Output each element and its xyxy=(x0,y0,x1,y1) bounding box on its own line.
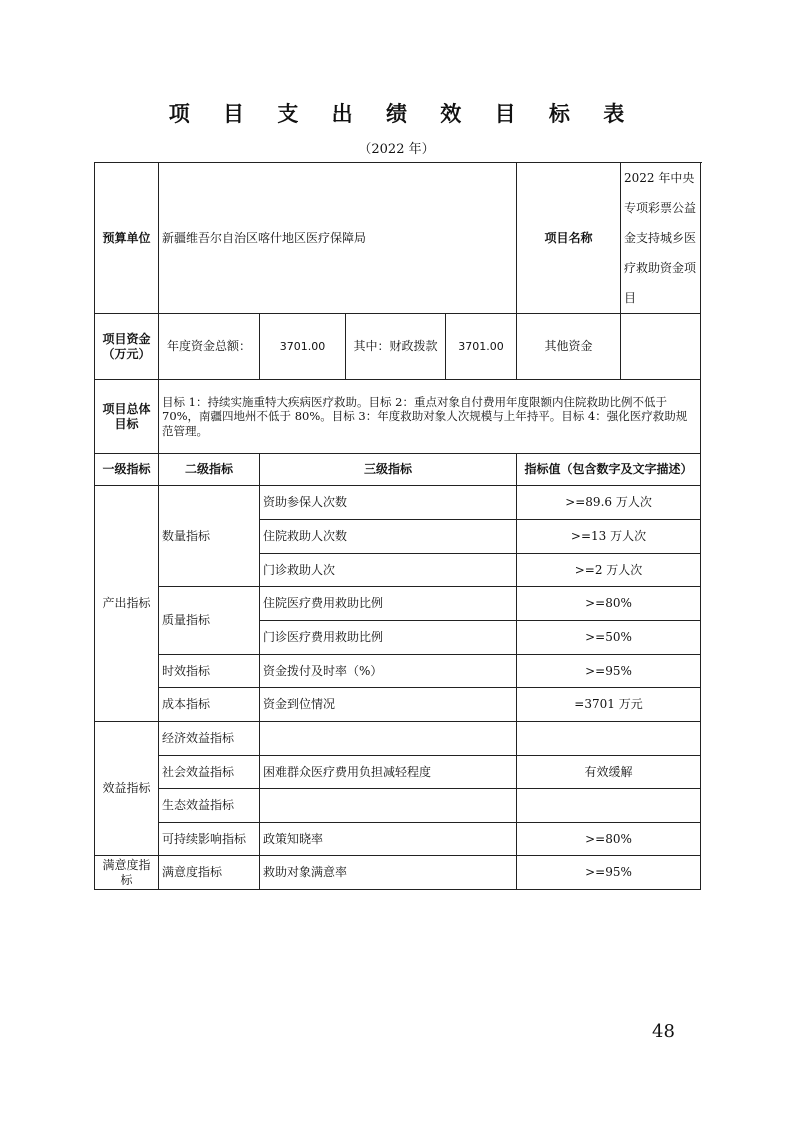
table-row xyxy=(95,722,701,756)
indicator-name xyxy=(260,789,517,823)
quality-indicator-label: 质量指标 xyxy=(159,587,260,655)
page-number: 48 xyxy=(652,1021,675,1042)
timeliness-indicator-label: 时效指标 xyxy=(159,655,260,688)
ecological-benefit-label: 生态效益指标 xyxy=(159,789,260,823)
column-header-row xyxy=(95,454,701,486)
indicator-name: 困难群众医疗费用负担减轻程度 xyxy=(260,756,517,789)
fiscal-allocation-label: 其中：财政拨款 xyxy=(346,314,446,380)
social-benefit-label: 社会效益指标 xyxy=(159,756,260,789)
other-funds-label: 其他资金 xyxy=(517,314,621,380)
indicator-name: 住院医疗费用救助比例 xyxy=(260,587,517,621)
project-funds-label: 项目资金（万元） xyxy=(95,314,159,380)
funds-row xyxy=(95,314,701,380)
indicator-name: 资金到位情况 xyxy=(260,688,517,722)
satisfaction-level2-label: 满意度指标 xyxy=(159,856,260,890)
overall-goal-label: 项目总体目标 xyxy=(95,380,159,454)
table-row xyxy=(95,587,701,621)
annual-total-value: 3701.00 xyxy=(260,314,346,380)
indicator-value: >=2 万人次 xyxy=(517,554,701,587)
output-indicator-label: 产出指标 xyxy=(95,486,159,722)
overall-goal-text: 目标 1：持续实施重特大疾病医疗救助。目标 2：重点对象自付费用年度限额内住院救助比例不低于 70%，南疆四地州不低于 80%。目标 3：年度救助对象人次规模与上年持平。目标 4：强化医疗救助规范管理。 xyxy=(159,380,701,454)
indicator-value: >=89.6 万人次 xyxy=(517,486,701,520)
indicator-name: 资助参保人次数 xyxy=(260,486,517,520)
column-header-value: 指标值（包含数字及文字描述） xyxy=(517,454,701,486)
indicator-name: 政策知晓率 xyxy=(260,823,517,856)
indicator-value xyxy=(517,789,701,823)
indicator-value: >=95% xyxy=(517,856,701,890)
annual-total-label: 年度资金总额： xyxy=(159,314,260,380)
indicator-name: 资金拨付及时率（%） xyxy=(260,655,517,688)
fiscal-allocation-value: 3701.00 xyxy=(446,314,517,380)
indicator-value: =3701 万元 xyxy=(517,688,701,722)
table-row xyxy=(95,756,701,789)
indicator-name xyxy=(260,722,517,756)
table-row xyxy=(95,856,701,890)
cost-indicator-label: 成本指标 xyxy=(159,688,260,722)
page-title: 项 目 支 出 绩 效 目 标 表 xyxy=(168,102,638,126)
project-name-label: 项目名称 xyxy=(517,163,621,314)
budget-unit-label: 预算单位 xyxy=(95,163,159,314)
column-header-level2: 二级指标 xyxy=(159,454,260,486)
column-header-level3: 三级指标 xyxy=(260,454,517,486)
indicator-value xyxy=(517,722,701,756)
indicator-name: 住院救助人次数 xyxy=(260,520,517,554)
indicator-value: >=80% xyxy=(517,823,701,856)
indicator-value: >=80% xyxy=(517,587,701,621)
table-row xyxy=(95,486,701,520)
performance-target-table xyxy=(94,162,701,890)
sustainable-impact-label: 可持续影响指标 xyxy=(159,823,260,856)
indicator-value: >=50% xyxy=(517,621,701,655)
budget-unit-value: 新疆维吾尔自治区喀什地区医疗保障局 xyxy=(159,163,517,314)
project-name-value: 2022 年中央专项彩票公益金支持城乡医疗救助资金项目 xyxy=(621,163,701,314)
column-header-level1: 一级指标 xyxy=(95,454,159,486)
indicator-name: 门诊医疗费用救助比例 xyxy=(260,621,517,655)
indicator-name: 门诊救助人次 xyxy=(260,554,517,587)
economic-benefit-label: 经济效益指标 xyxy=(159,722,260,756)
indicator-name: 救助对象满意率 xyxy=(260,856,517,890)
indicator-value: 有效缓解 xyxy=(517,756,701,789)
table-row xyxy=(95,655,701,688)
satisfaction-indicator-label: 满意度指标 xyxy=(95,856,159,890)
table-row xyxy=(95,823,701,856)
quantity-indicator-label: 数量指标 xyxy=(159,486,260,587)
benefit-indicator-label: 效益指标 xyxy=(95,722,159,856)
indicator-value: >=95% xyxy=(517,655,701,688)
goal-row xyxy=(95,380,701,454)
table-row xyxy=(95,789,701,823)
page-year: （2022 年） xyxy=(358,142,435,157)
table-row xyxy=(95,688,701,722)
header-row xyxy=(95,163,701,314)
other-funds-value xyxy=(621,314,701,380)
indicator-value: >=13 万人次 xyxy=(517,520,701,554)
